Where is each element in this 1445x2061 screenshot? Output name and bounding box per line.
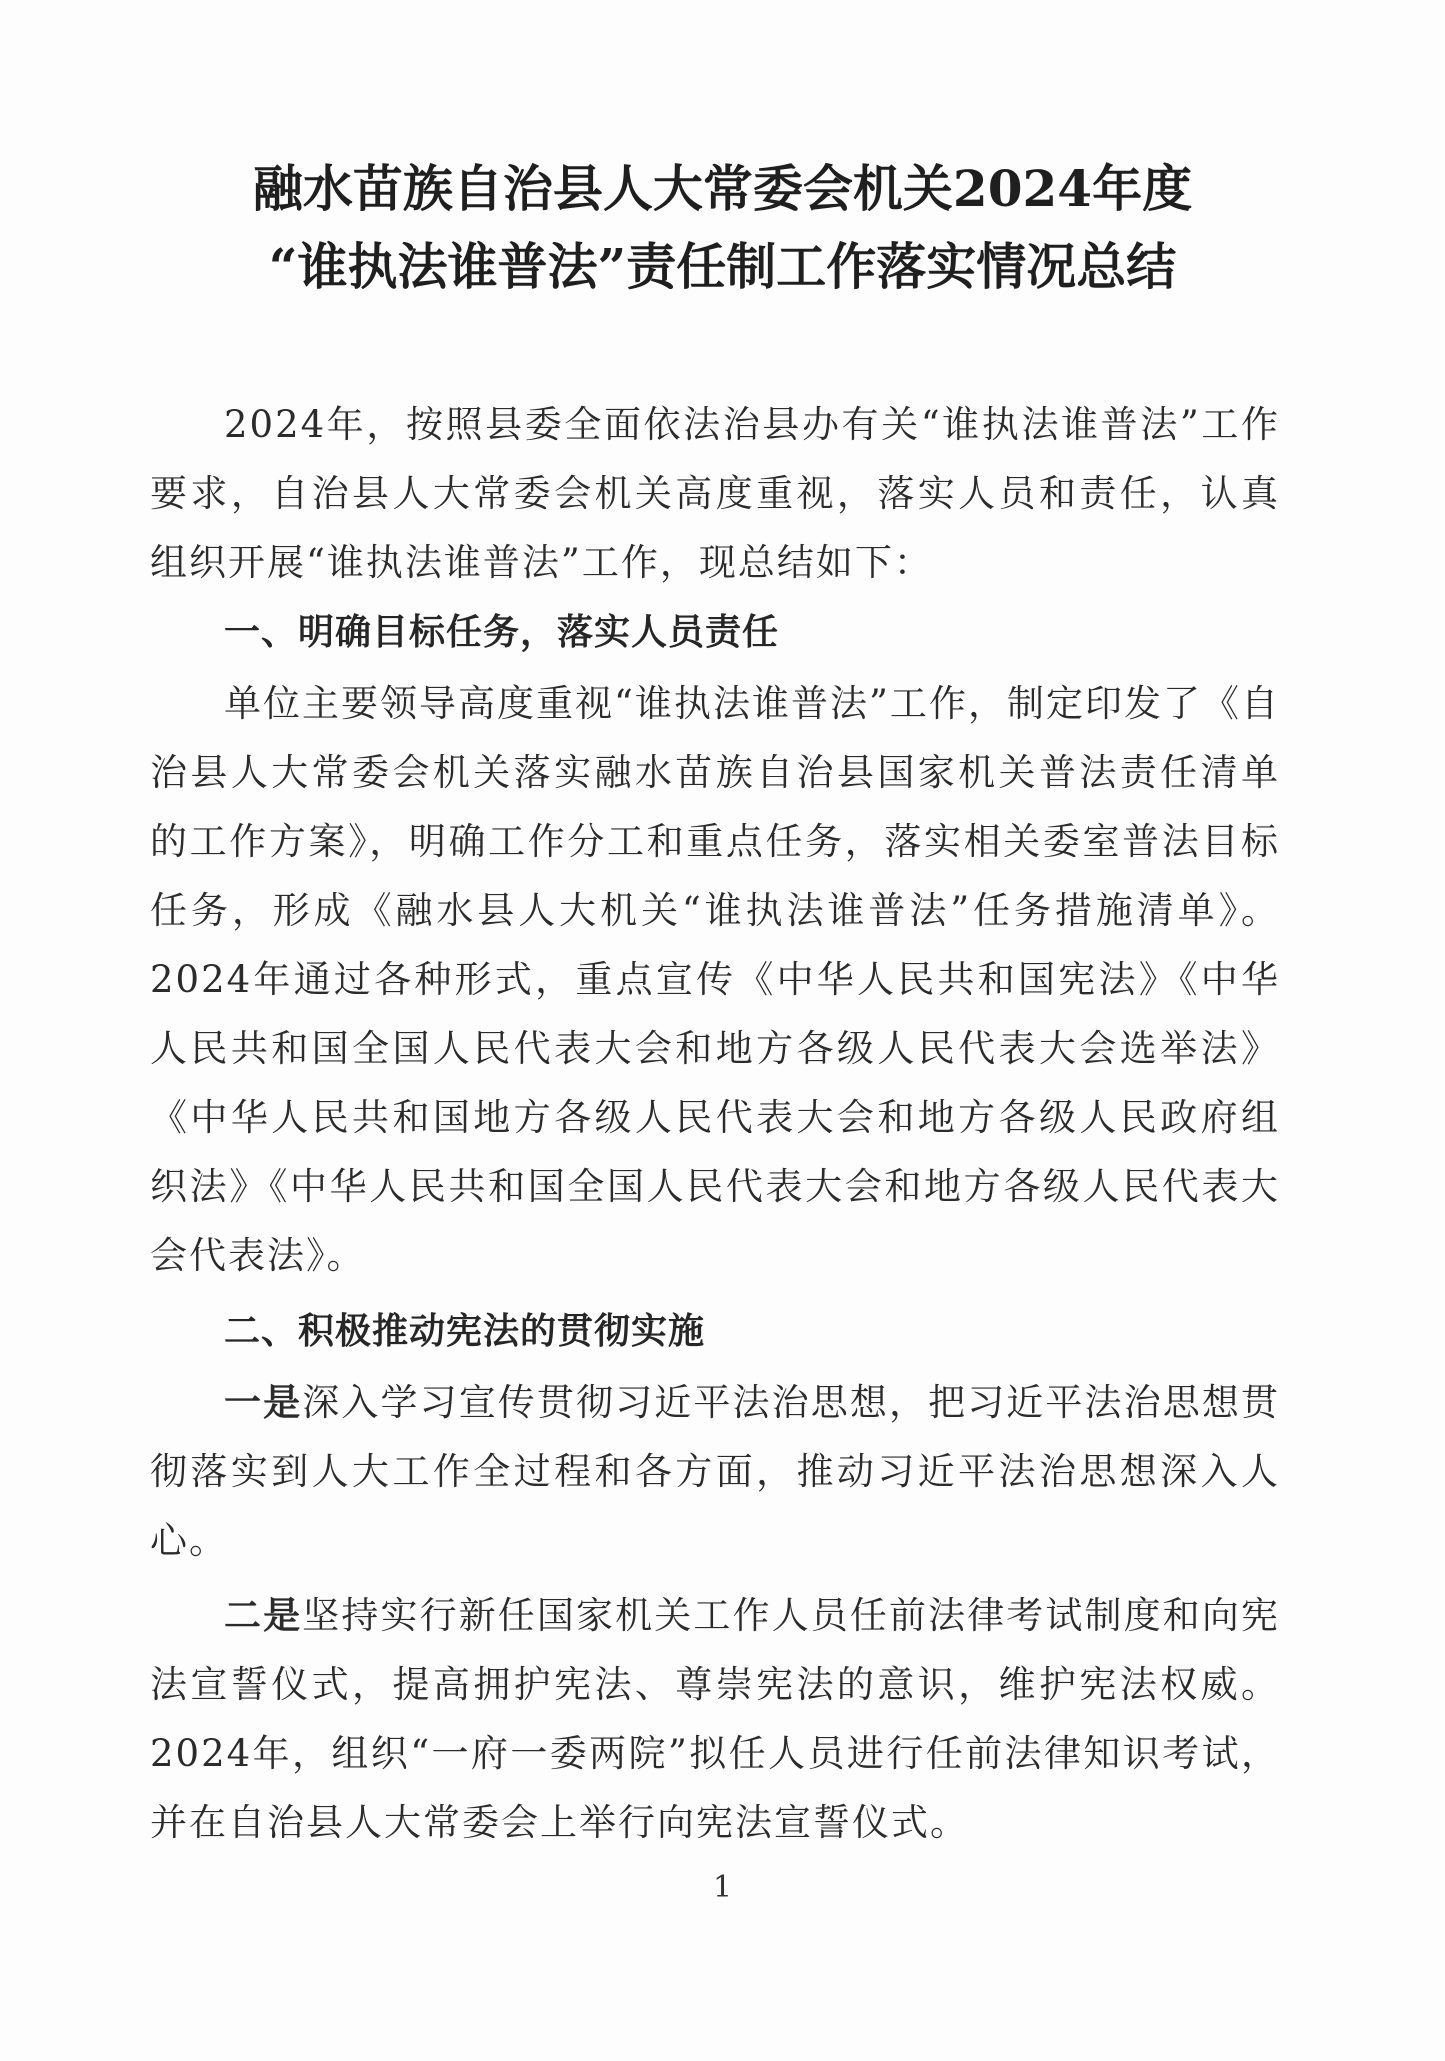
document-title xyxy=(0,150,1445,306)
item-2-paragraph xyxy=(150,1581,1280,1857)
section-1-paragraph: 单位主要领导高度重视“谁执法谁普法”工作，制定印发了《自治县人大常委会机关落实融水苗族自治县国家机关普法责任清单的工作方案》，明确工作分工和重点任务，落实相关委室普法目标任务，形成《融水县人大机关“谁执法谁普法”任务措施清单》。2024年通过各种形式，重点宣传《中华人民共和国宪法》《中华人民共和国全国人民代表大会和地方各级人民代表大会选举法》《中华人民共和国地方各级人民代表大会和地方各级人民政府组织法》《中华人民共和国全国人民代表大会和地方各级人民代表大会代表法》。 xyxy=(150,682,1280,1277)
item-1-lead: 一是 xyxy=(224,1381,303,1424)
title-line-2: “谁执法谁普法”责任制工作落实情况总结 xyxy=(268,237,1177,296)
title-line-1: 融水苗族自治县人大常委会机关2024年度 xyxy=(252,159,1193,218)
intro-paragraph: 2024年，按照县委全面依法治县办有关“谁执法谁普法”工作要求，自治县人大常委会机关高度重视，落实人员和责任，认真组织开展“谁执法谁普法”工作，现总结如下： xyxy=(150,403,1280,584)
section-heading-2: 二、积极推动宪法的贯彻实施 xyxy=(224,1311,706,1352)
item-1-text: 深入学习宣传贯彻习近平法治思想，把习近平法治思想贯彻落实到人大工作全过程和各方面，推动习近平法治思想深入人心。 xyxy=(150,1381,1281,1562)
section-heading-1: 一、明确目标任务，落实人员责任 xyxy=(224,612,780,653)
page-number: 1 xyxy=(712,1870,733,1905)
item-2-text: 坚持实行新任国家机关工作人员任前法律考试制度和向宪法宣誓仪式，提高拥护宪法、尊崇宪法的意识，维护宪法权威。2024年，组织“一府一委两院”拟任人员进行任前法律知识考试，并在自治县人大常委会上举行向宪法宣誓仪式。 xyxy=(150,1594,1281,1844)
item-2-lead: 二是 xyxy=(224,1594,303,1637)
item-1-paragraph xyxy=(150,1368,1280,1575)
document-body xyxy=(150,390,1280,1857)
